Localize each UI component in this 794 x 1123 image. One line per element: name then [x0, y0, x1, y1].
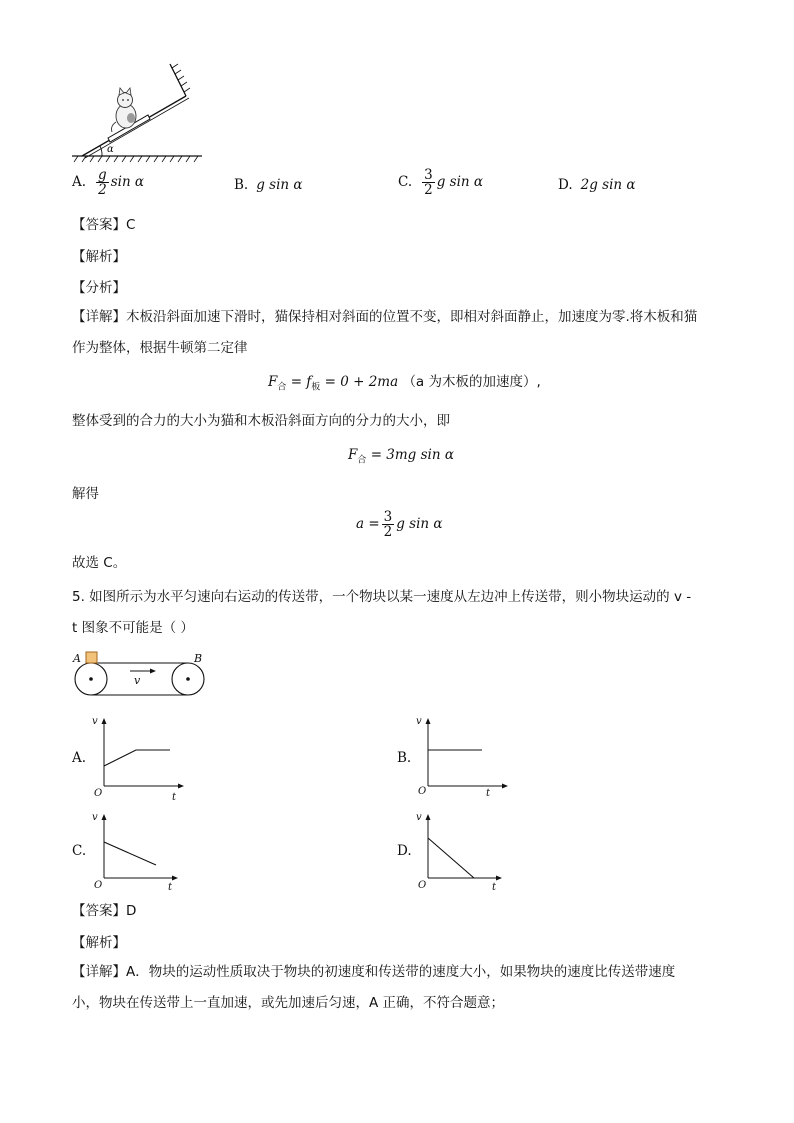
- svg-text:v: v: [92, 812, 98, 823]
- graph-b-label: B.: [397, 750, 412, 766]
- q5-analysis-tag: 【解析】: [72, 935, 126, 951]
- incline-figure: [68, 58, 208, 166]
- graph-d-curve: [428, 838, 474, 878]
- q4-solve: 解得: [72, 486, 99, 502]
- graph-a-curve: [104, 750, 170, 766]
- choice-a: A. $\frac{g}{2}$ sin α: [72, 167, 145, 199]
- svg-text:O: O: [94, 880, 103, 891]
- svg-text:v: v: [92, 716, 98, 727]
- q4-detail-line2: 作为整体，根据牛顿第二定律: [72, 340, 248, 356]
- graph-c: [88, 810, 188, 894]
- graph-d: [412, 810, 512, 894]
- q5-detail-line2: 小，物块在传送带上一直加速，或先加速后匀速，A 正确，不符合题意；: [72, 995, 505, 1011]
- q4-detail-line1: 【详解】木板沿斜面加速下滑时，猫保持相对斜面的位置不变，即相对斜面静止，加速度为零.将木板和猫: [72, 309, 698, 325]
- q4-conclusion: 故选 C。: [72, 555, 127, 571]
- q5-stem-line1: 5. 如图所示为水平匀速向右运动的传送带，一个物块以某一速度从左边冲上传送带，则小物块运动的 v -: [72, 589, 692, 605]
- q5-answer: 【答案】D: [72, 903, 137, 919]
- svg-text:O: O: [418, 786, 427, 797]
- svg-text:v: v: [134, 674, 141, 687]
- q5-stem-line2: t 图象不可能是（ ）: [72, 620, 194, 636]
- q5-detail-line1: 【详解】A．物块的运动性质取决于物块的初速度和传送带的速度大小，如果物块的速度比传送带速度: [72, 964, 676, 980]
- q4-line3: 整体受到的合力的大小为猫和木板沿斜面方向的分力的大小，即: [72, 413, 450, 429]
- equation-2: $F_合 = 3mg$ sin α: [348, 447, 454, 466]
- q4-fenxi-tag: 【分析】: [72, 280, 126, 296]
- choice-b: B. g sin α: [234, 177, 303, 193]
- svg-text:t: t: [168, 882, 173, 893]
- svg-text:t: t: [486, 788, 491, 799]
- conveyor-figure: [70, 648, 210, 700]
- graph-a: [88, 714, 188, 802]
- angle-label: α: [107, 144, 114, 155]
- svg-text:O: O: [94, 788, 103, 799]
- svg-text:t: t: [492, 882, 497, 893]
- cat-icon: [112, 88, 137, 132]
- svg-text:A: A: [73, 652, 81, 665]
- svg-text:t: t: [172, 792, 177, 802]
- graph-c-label: C.: [72, 843, 87, 859]
- equation-1: $F_合 = f_板 = 0 + 2ma$ （a 为木板的加速度）,: [268, 374, 541, 393]
- equation-3: a = $\frac{3}{2}$ g sin α: [356, 509, 443, 541]
- choice-d: D. 2g sin α: [558, 177, 636, 193]
- svg-text:O: O: [418, 880, 427, 891]
- graph-b: [412, 714, 512, 802]
- graph-d-label: D.: [397, 843, 412, 859]
- graph-a-label: A.: [72, 750, 87, 766]
- svg-text:v: v: [416, 812, 422, 823]
- svg-text:B: B: [194, 652, 203, 665]
- block: [86, 652, 97, 663]
- svg-text:v: v: [416, 716, 422, 727]
- choice-c: C. $\frac{3}{2}$ g sin α: [398, 167, 484, 199]
- q4-analysis-tag: 【解析】: [72, 249, 126, 265]
- graph-c-curve: [104, 842, 156, 865]
- q4-answer: 【答案】C: [72, 217, 136, 233]
